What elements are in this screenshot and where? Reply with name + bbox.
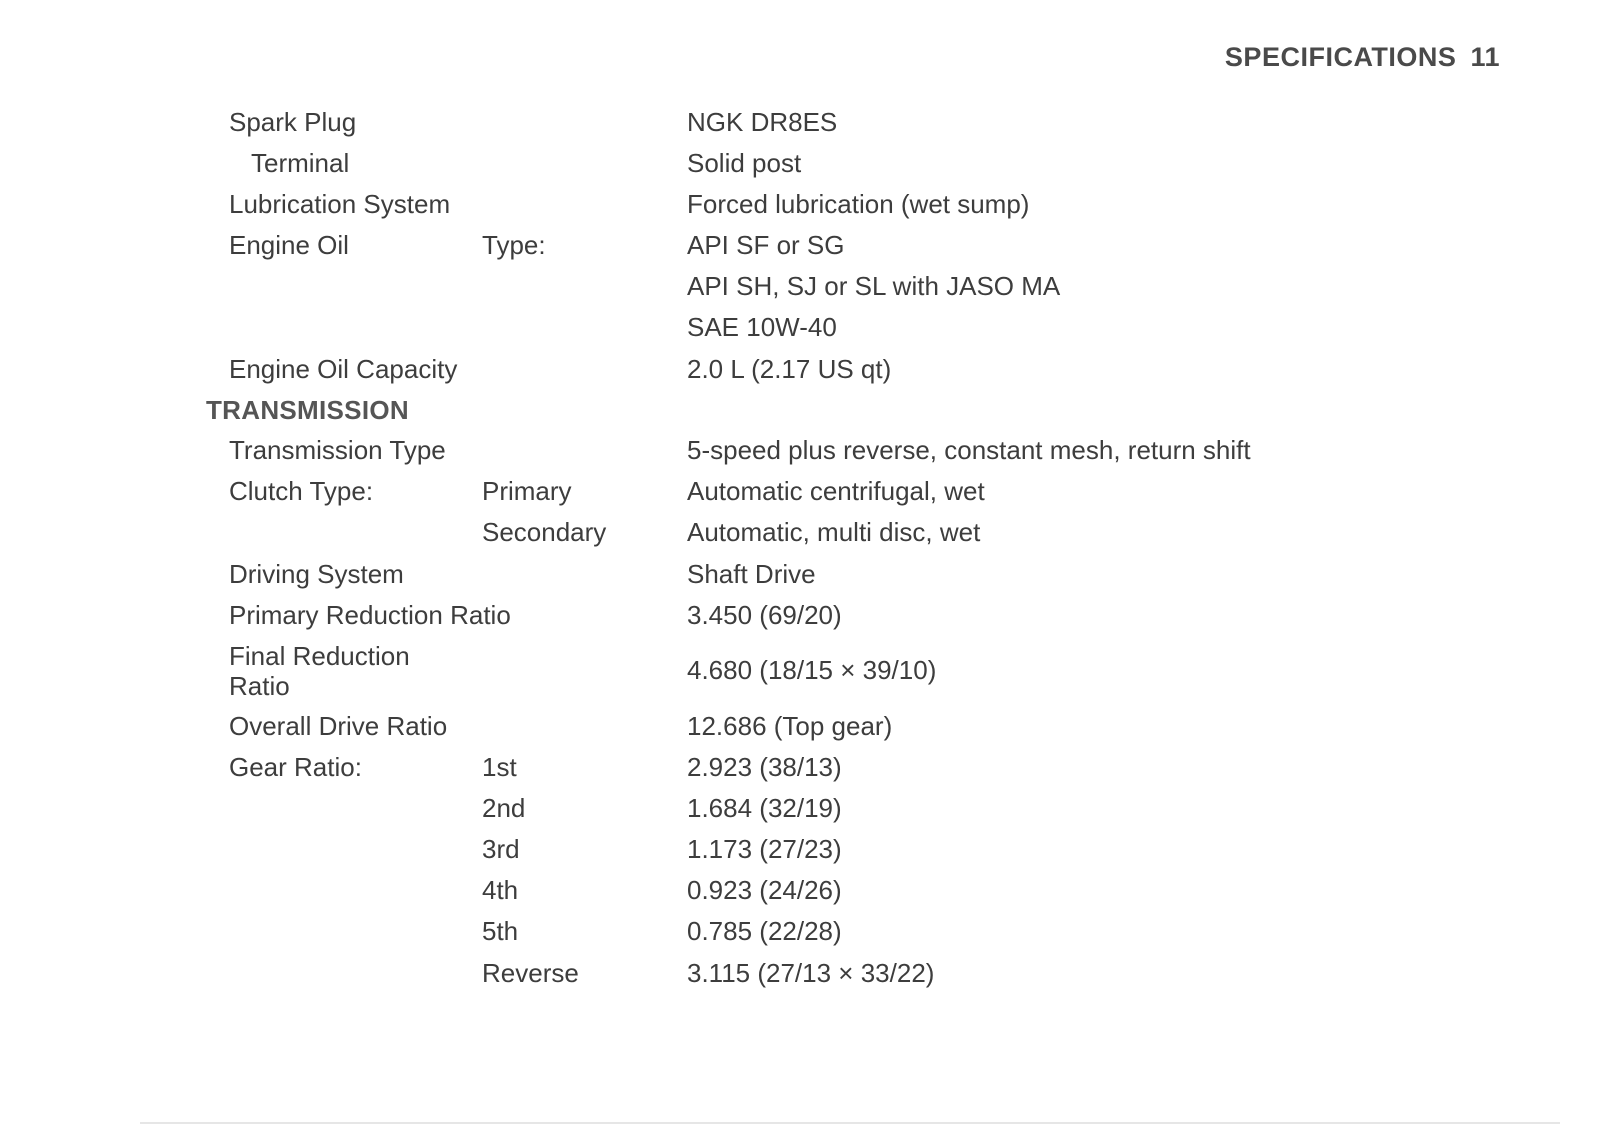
- spec-value: 3.115 (27/13 × 33/22): [687, 958, 935, 988]
- spec-label: Engine Oil: [229, 230, 349, 260]
- spec-value: Automatic, multi disc, wet: [687, 517, 981, 547]
- spec-sublabel: 4th: [482, 875, 519, 905]
- spec-label: Gear Ratio:: [229, 752, 362, 782]
- spec-sublabel: 3rd: [482, 834, 520, 864]
- spec-value: Shaft Drive: [687, 559, 816, 589]
- spec-label: Spark Plug: [229, 107, 357, 137]
- spec-label: Engine Oil Capacity: [229, 354, 458, 384]
- spec-label: Driving System: [229, 559, 404, 589]
- spec-sublabel: Primary: [482, 476, 572, 506]
- spec-value: Automatic centrifugal, wet: [687, 476, 985, 506]
- spec-row-final-reduction-ratio: [0, 641, 1600, 701]
- spec-sublabel: Secondary: [482, 517, 607, 547]
- spec-value: 2.923 (38/13): [687, 752, 842, 782]
- spec-value: API SH, SJ or SL with JASO MA: [687, 271, 1061, 301]
- spec-label: Primary Reduction Ratio: [229, 600, 511, 630]
- spec-label: Overall Drive Ratio: [229, 711, 448, 741]
- spec-label: Clutch Type:: [229, 476, 374, 506]
- spec-value: API SF or SG: [687, 230, 845, 260]
- spec-sublabel: 5th: [482, 916, 519, 946]
- spec-sublabel: Reverse: [482, 958, 579, 988]
- spec-label: Transmission Type: [229, 435, 446, 465]
- spec-label: Terminal: [251, 148, 350, 178]
- spec-value: SAE 10W-40: [687, 312, 837, 342]
- spec-value: 2.0 L (2.17 US qt): [687, 354, 892, 384]
- spec-value: 5-speed plus reverse, constant mesh, return shift: [687, 435, 1251, 465]
- spec-sublabel: 2nd: [482, 793, 526, 823]
- section-heading-transmission: TRANSMISSION: [206, 395, 409, 425]
- spec-value: 12.686 (Top gear): [687, 711, 893, 741]
- page-header: [1225, 42, 1500, 73]
- section-title: SPECIFICATIONS: [1224, 42, 1457, 72]
- spec-value: NGK DR8ES: [687, 107, 838, 137]
- page-number: 11: [1470, 42, 1500, 72]
- spec-value: Forced lubrication (wet sump): [687, 189, 1030, 219]
- spec-value: 4.680 (18/15 × 39/10): [687, 655, 937, 685]
- spec-value: 1.173 (27/23): [687, 834, 842, 864]
- spec-value: 0.785 (22/28): [687, 916, 842, 946]
- spec-sublabel: 1st: [482, 752, 517, 782]
- page-bottom-divider: [140, 1122, 1560, 1124]
- spec-value: 3.450 (69/20): [687, 600, 842, 630]
- spec-value: 1.684 (32/19): [687, 793, 842, 823]
- spec-value: 0.923 (24/26): [687, 875, 842, 905]
- spec-label: Final Reduction Ratio: [229, 641, 410, 701]
- spec-value: Solid post: [687, 148, 802, 178]
- spec-label: Lubrication System: [229, 189, 451, 219]
- spec-sublabel: Type:: [482, 230, 546, 260]
